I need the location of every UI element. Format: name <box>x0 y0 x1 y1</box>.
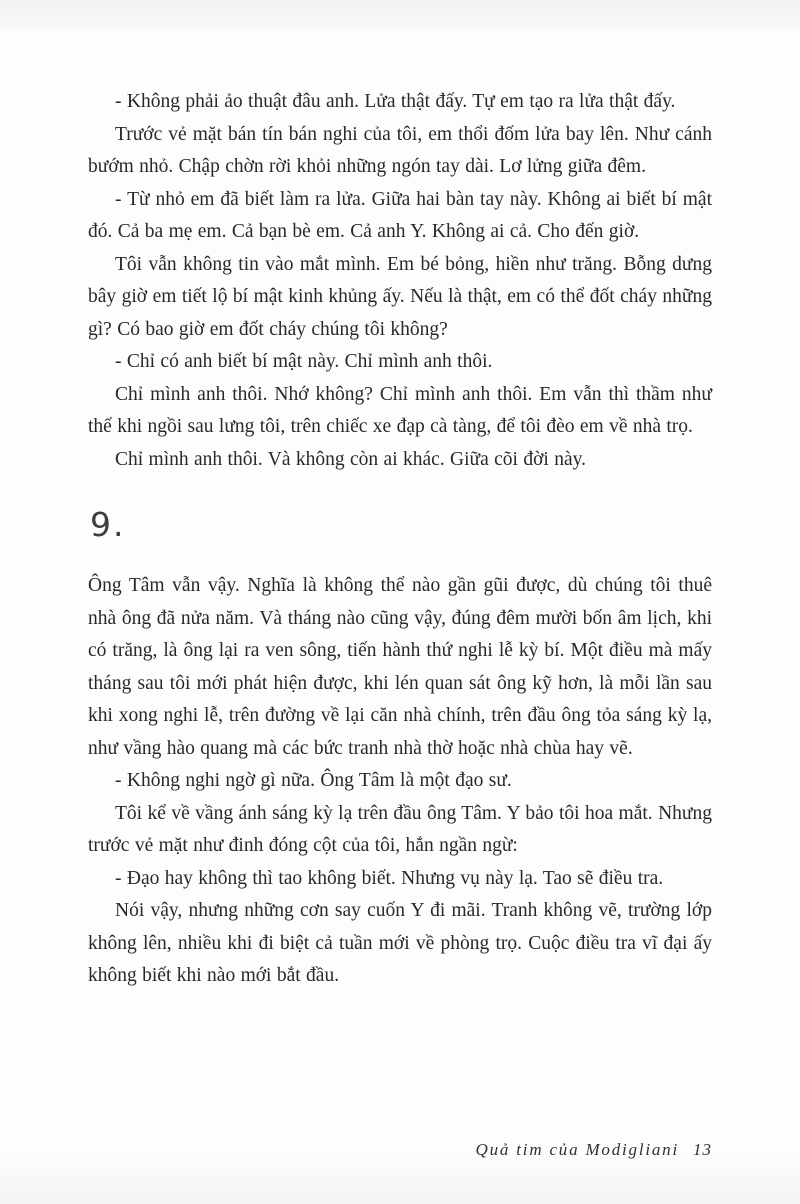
paragraph-dialogue: - Từ nhỏ em đã biết làm ra lửa. Giữa hai bàn tay này. Không ai biết bí mật đó. Cả ba mẹ em. Cả bạn bè em. Cả anh Y. Không ai cả. Cho đến giờ. <box>88 188 712 242</box>
chapter-number: 9. <box>90 505 126 544</box>
paragraph-dialogue: - Chỉ có anh biết bí mật này. Chỉ mình anh thôi. <box>115 351 493 372</box>
paragraph-dialogue: - Không nghi ngờ gì nữa. Ông Tâm là một đạo sư. <box>115 770 512 791</box>
paragraph: Nói vậy, nhưng những cơn say cuốn Y đi mãi. Tranh không vẽ, trường lớp không lên, nhiều khi đi biệt cả tuần mới về phòng trọ. Cuộc điều tra vĩ đại ấy không biết khi nào mới bắt đầu. <box>88 900 712 986</box>
page-footer <box>476 1140 712 1160</box>
paragraph: Tôi vẫn không tin vào mắt mình. Em bé bỏng, hiền như trăng. Bỗng dưng bây giờ em tiết lộ bí mật kinh khủng ấy. Nếu là thật, em có thể đốt cháy những gì? Có bao giờ em đốt cháy chúng tôi không? <box>88 253 712 340</box>
paragraph: Trước vẻ mặt bán tín bán nghi của tôi, em thổi đốm lửa bay lên. Như cánh bướm nhỏ. Chập chờn rời khỏi những ngón tay dài. Lơ lửng giữa đêm. <box>88 123 712 177</box>
page-body <box>88 86 712 993</box>
paragraph-dialogue: - Không phải ảo thuật đâu anh. Lửa thật đấy. Tự em tạo ra lửa thật đấy. <box>115 91 676 112</box>
paragraph: Chỉ mình anh thôi. Và không còn ai khác. Giữa cõi đời này. <box>115 448 586 470</box>
footer-page-number: 13 <box>693 1140 712 1159</box>
paragraph: Ông Tâm vẫn vậy. Nghĩa là không thể nào gần gũi được, dù chúng tôi thuê nhà ông đã nửa năm. Và tháng nào cũng vậy, đúng đêm mười bốn âm lịch, khi có trăng, là ông lại ra ven sông, tiến hành thứ nghi lễ kỳ bí. Một điều mà mấy tháng sau tôi mới phát hiện được, khi lén quan sát ông kỹ hơn, là mỗi lần sau khi xong nghi lễ, trên đường về lại căn nhà chính, trên đầu ông tỏa sáng kỳ lạ, như vầng hào quang mà các bức tranh nhà thờ hoặc nhà chùa hay vẽ. <box>88 575 712 759</box>
footer-book-title: Quả tim của Modigliani <box>475 1140 679 1159</box>
paragraph: Chỉ mình anh thôi. Nhớ không? Chỉ mình anh thôi. Em vẫn thì thầm như thế khi ngồi sau lưng tôi, trên chiếc xe đạp cà tàng, để tôi đèo em về nhà trọ. <box>88 383 712 437</box>
paragraph-dialogue: - Đạo hay không thì tao không biết. Nhưng vụ này lạ. Tao sẽ điều tra. <box>115 867 664 889</box>
paragraph: Tôi kể về vầng ánh sáng kỳ lạ trên đầu ông Tâm. Y bảo tôi hoa mắt. Nhưng trước vẻ mặt như đinh đóng cột của tôi, hắn ngần ngừ: <box>88 802 712 856</box>
